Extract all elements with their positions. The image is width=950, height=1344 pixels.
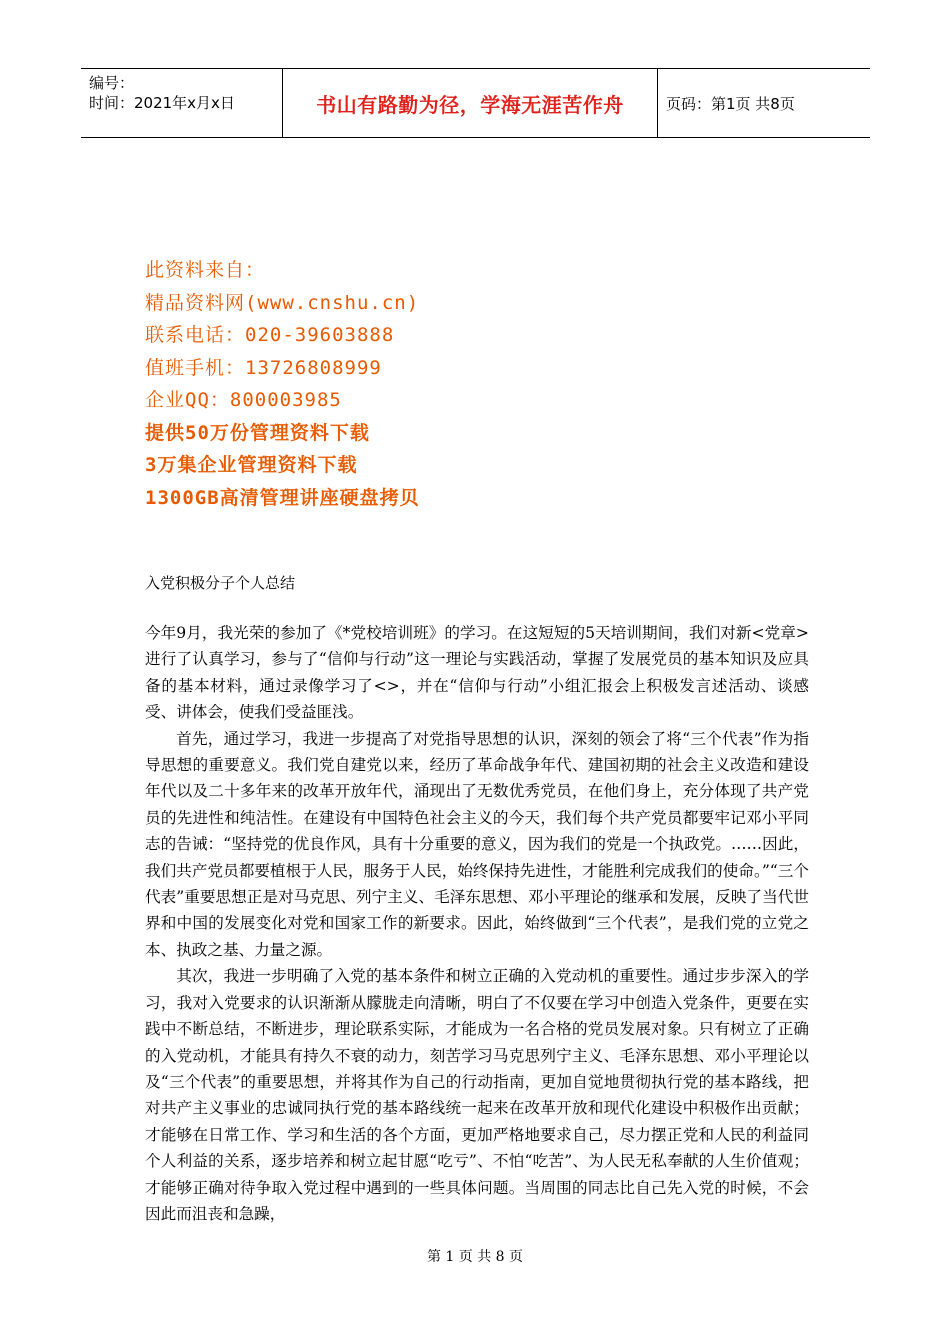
document-time-label: 时间：2021年x月x日 xyxy=(89,94,235,112)
document-body xyxy=(145,620,809,1227)
ad-phone-line: 联系电话：020-39603888 xyxy=(145,324,395,346)
ad-qq-line: 企业QQ：800003985 xyxy=(145,389,342,411)
ad-mobile-line: 值班手机：13726808999 xyxy=(145,356,382,379)
header-page-code: 页码：第1页 共8页 xyxy=(666,94,795,113)
header-motto: 书山有路勤为径，学海无涯苦作舟 xyxy=(283,69,658,137)
body-paragraph-2: 首先，通过学习，我进一步提高了对党指导思想的认识，深刻的领会了将“三个代表”作为指导思想的重要意义。我们党自建党以来，经历了革命战争年代、建国初期的社会主义改造和建设年代以及二十多年来的改革开放年代，涌现出了无数优秀党员，在他们身上，充分体现了共产党员的先进性和纯洁性。在建设有中国特色社会主义的今天，我们每个共产党员都要牢记邓小平同志的告诫：“坚持党的优良作风，具有十分重要的意义，因为我们的党是一个执政党。……因此，我们共产党员都要植根于人民，服务于人民，始终保持先进性，才能胜利完成我们的使命。”“三个代表”重要思想正是对马克思、列宁主义、毛泽东思想、邓小平理论的继承和发展，反映了当代世界和中国的发展变化对党和国家工作的新要求。因此，始终做到“三个代表”，是我们党的立党之本、执政之基、力量之源。 xyxy=(145,729,809,959)
advertisement-block xyxy=(145,254,420,514)
document-title: 入党积极分子个人总结 xyxy=(145,574,296,592)
page-footer: 第 1 页 共 8 页 xyxy=(426,1249,524,1265)
ad-website-line: 精品资料网(www.cnshu.cn) xyxy=(145,291,420,314)
header-table xyxy=(81,68,870,138)
body-paragraph-1: 今年9月，我光荣的参加了《*党校培训班》的学习。在这短短的5天培训期间，我们对新<党章>进行了认真学习，参与了“信仰与行动”这一理论与实践活动，掌握了发展党员的基本知识及应具备的基本材料，通过录像学习了<>，并在“信仰与行动”小组汇报会上积极发言述活动、谈感受、讲体会，使我们受益匪浅。 xyxy=(145,624,809,722)
ad-source-line: 此资料来自： xyxy=(145,259,266,281)
ad-offer-line-3: 1300GB高清管理讲座硬盘拷贝 xyxy=(145,486,420,509)
body-paragraph-3: 其次，我进一步明确了入党的基本条件和树立正确的入党动机的重要性。通过步步深入的学习，我对入党要求的认识渐渐从朦胧走向清晰，明白了不仅要在学习中创造入党条件，更要在实践中不断总结，不断进步，理论联系实际，才能成为一名合格的党员发展对象。只有树立了正确的入党动机，才能具有持久不衰的动力，刻苦学习马克思列宁主义、毛泽东思想、邓小平理论以及“三个代表”的重要思想，并将其作为自己的行动指南，更加自觉地贯彻执行党的基本路线，把对共产主义事业的忠诚同执行党的基本路线统一起来在改革开放和现代化建设中积极作出贡献；才能够在日常工作、学习和生活的各个方面，更加严格地要求自己，尽力摆正党和人民的利益同个人利益的关系，逐步培养和树立起甘愿“吃亏”、不怕“吃苦”、为人民无私奉献的人生价值观；才能够正确对待争取入党过程中遇到的一些具体问题。当周围的同志比自己先入党的时候，不会因此而沮丧和急躁， xyxy=(145,967,809,1223)
header-left-cell xyxy=(81,69,283,137)
document-number-label: 编号： xyxy=(89,74,135,92)
ad-offer-line-2: 3万集企业管理资料下载 xyxy=(145,454,358,476)
ad-offer-line-1: 提供50万份管理资料下载 xyxy=(145,421,370,444)
